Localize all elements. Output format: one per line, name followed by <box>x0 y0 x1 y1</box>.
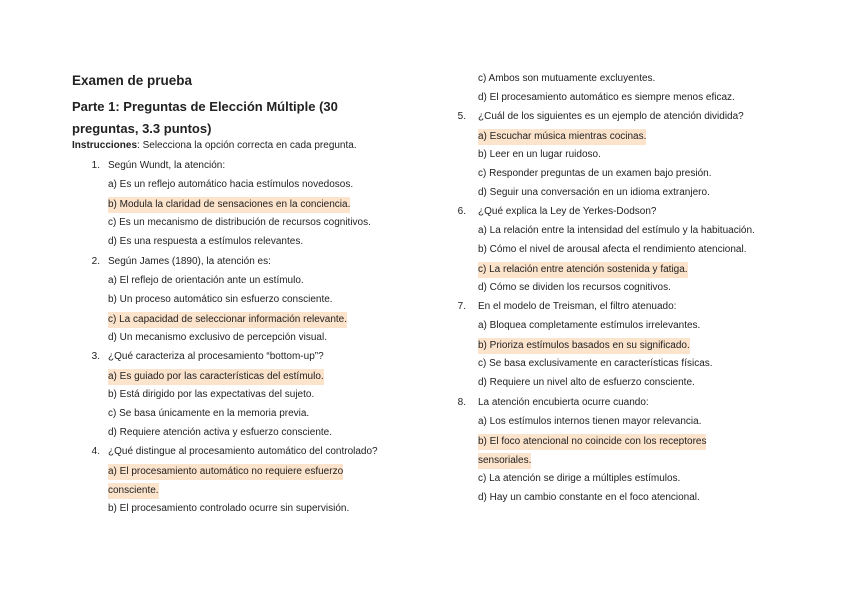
option: a) Los estímulos internos tienen mayor relevancia. <box>478 416 702 427</box>
option: b) Leer en un lugar ruidoso. <box>478 149 601 160</box>
question-number: 1. <box>91 160 100 171</box>
option: d) Requiere atención activa y esfuerzo consciente. <box>108 427 333 438</box>
instructions <box>72 139 412 153</box>
option-correct: c) La relación entre atención sostenida y fatiga. <box>478 262 688 278</box>
question-number: 8. <box>457 397 466 408</box>
option: a) La relación entre la intensidad del estímulo y la habituación. <box>478 225 755 236</box>
option: a) Bloquea completamente estímulos irrelevantes. <box>478 320 701 331</box>
option-correct: b) Prioriza estímulos basados en su significado. <box>478 338 690 354</box>
option-correct: a) El procesamiento automático no requiere esfuerzo <box>108 464 343 480</box>
option-correct-continuation: consciente. <box>108 483 159 499</box>
option: d) Es una respuesta a estímulos relevantes. <box>108 236 304 247</box>
question-number: 4. <box>91 446 100 457</box>
option: a) El reflejo de orientación ante un estímulo. <box>108 275 304 286</box>
option: c) Responder preguntas de un examen bajo presión. <box>478 168 712 179</box>
option: b) Un proceso automático sin esfuerzo consciente. <box>108 294 333 305</box>
question-number: 6. <box>457 206 466 217</box>
instructions-label: Instrucciones <box>72 140 138 151</box>
option: d) Seguir una conversación en un idioma extranjero. <box>478 187 710 198</box>
part-title: Parte 1: Preguntas de Elección Múltiple (30 preguntas, 3.3 puntos) <box>72 99 338 136</box>
option: c) Es un mecanismo de distribución de recursos cognitivos. <box>108 217 371 228</box>
option: d) Un mecanismo exclusivo de percepción visual. <box>108 332 327 343</box>
question-text: ¿Qué explica la Ley de Yerkes-Dodson? <box>478 206 657 217</box>
option: b) El procesamiento controlado ocurre sin supervisión. <box>108 503 350 514</box>
option: c) Ambos son mutuamente excluyentes. <box>478 73 656 84</box>
question-text: Según Wundt, la atención: <box>108 160 226 171</box>
instructions-text: : Selecciona la opción correcta en cada pregunta. <box>137 140 357 151</box>
option: c) Se basa exclusivamente en características físicas. <box>478 358 713 369</box>
option-correct: b) El foco atencional no coincide con los receptores <box>478 434 706 450</box>
question-text: En el modelo de Treisman, el filtro atenuado: <box>478 301 677 312</box>
option-correct: c) La capacidad de seleccionar información relevante. <box>108 312 347 328</box>
option: c) La atención se dirige a múltiples estímulos. <box>478 473 681 484</box>
option: b) Está dirigido por las expectativas del sujeto. <box>108 389 315 400</box>
question-text: ¿Qué distingue al procesamiento automático del controlado? <box>108 446 378 457</box>
option-correct: b) Modula la claridad de sensaciones en la conciencia. <box>108 197 350 213</box>
option: d) Cómo se dividen los recursos cognitivos. <box>478 282 671 293</box>
option: c) Se basa únicamente en la memoria previa. <box>108 408 310 419</box>
option: a) Es un reflejo automático hacia estímulos novedosos. <box>108 179 354 190</box>
option-correct-continuation: sensoriales. <box>478 453 531 469</box>
question-text: La atención encubierta ocurre cuando: <box>478 397 649 408</box>
page-title: Examen de prueba <box>72 73 193 88</box>
question-number: 3. <box>91 351 100 362</box>
question-number: 5. <box>457 111 466 122</box>
option: b) Cómo el nivel de arousal afecta el rendimiento atencional. <box>478 244 747 255</box>
option: d) Hay un cambio constante en el foco atencional. <box>478 492 700 503</box>
question-text: ¿Cuál de los siguientes es un ejemplo de atención dividida? <box>478 111 744 122</box>
option: d) El procesamiento automático es siempre menos eficaz. <box>478 92 735 103</box>
question-number: 7. <box>457 301 466 312</box>
question-number: 2. <box>91 256 100 267</box>
option: d) Requiere un nivel alto de esfuerzo consciente. <box>478 377 695 388</box>
option-correct: a) Es guiado por las características del estímulo. <box>108 369 324 385</box>
question-text: Según James (1890), la atención es: <box>108 256 271 267</box>
question-text: ¿Qué caracteriza al procesamiento “bottom-up”? <box>108 351 324 362</box>
option-correct: a) Escuchar música mientras cocinas. <box>478 129 646 145</box>
